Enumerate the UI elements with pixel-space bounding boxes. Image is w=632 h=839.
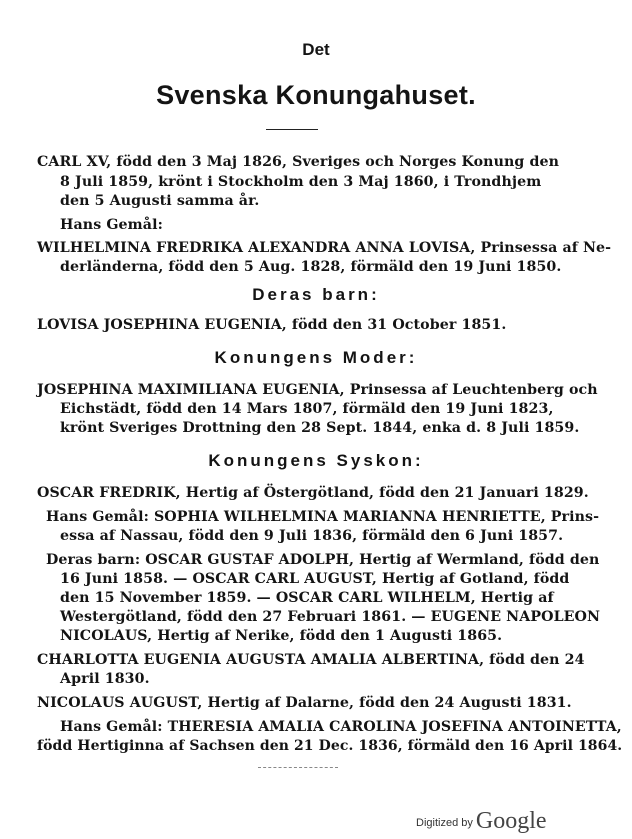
text-line: Eichstädt, född den 14 Mars 1807, förmäld den 19 Juni 1823, xyxy=(60,401,554,417)
page-supertitle: Det xyxy=(302,40,330,59)
text-line: LOVISA JOSEPHINA EUGENIA, född den 31 October 1851. xyxy=(37,317,507,333)
title-divider xyxy=(266,129,318,130)
text-line: den 15 November 1859. — OSCAR CARL WILHELM, Hertig af xyxy=(60,590,554,606)
text-line: Hans Gemål: xyxy=(60,217,163,233)
end-divider xyxy=(258,767,338,768)
text-line: krönt Sveriges Drottning den 28 Sept. 1844, enka d. 8 Juli 1859. xyxy=(60,420,580,436)
text-line: den 5 Augusti samma år. xyxy=(60,193,260,209)
text-line: Deras barn: OSCAR GUSTAF ADOLPH, Hertig af Wermland, född den xyxy=(46,552,600,568)
text-line: WILHELMINA FREDRIKA ALEXANDRA ANNA LOVISA, Prinsessa af Ne- xyxy=(37,240,612,256)
google-logo: Google xyxy=(475,808,547,834)
text-line: April 1830. xyxy=(60,671,150,687)
digitization-credit xyxy=(416,808,547,835)
text-line: född Hertiginna af Sachsen den 21 Dec. 1836, förmäld den 16 April 1864. xyxy=(37,738,623,754)
text-line: OSCAR FREDRIK, Hertig af Östergötland, född den 21 Januari 1829. xyxy=(37,485,589,501)
section-heading-children: Deras barn: xyxy=(252,285,380,304)
section-heading-mother: Konungens Moder: xyxy=(214,348,418,367)
credit-label: Digitized by xyxy=(416,817,473,829)
text-line: Hans Gemål: THERESIA AMALIA CAROLINA JOSEFINA ANTOINETTA, xyxy=(60,719,622,735)
text-line: 16 Juni 1858. — OSCAR CARL AUGUST, Hertig af Gotland, född xyxy=(60,571,570,587)
text-line: Hans Gemål: SOPHIA WILHELMINA MARIANNA HENRIETTE, Prins- xyxy=(46,509,600,525)
text-line: JOSEPHINA MAXIMILIANA EUGENIA, Prinsessa af Leuchtenberg och xyxy=(37,382,598,398)
text-line: CARL XV, född den 3 Maj 1826, Sveriges och Norges Konung den xyxy=(37,154,560,170)
text-line: NICOLAUS, Hertig af Nerike, född den 1 Augusti 1865. xyxy=(60,628,503,644)
text-line: derländerna, född den 5 Aug. 1828, förmäld den 19 Juni 1850. xyxy=(60,259,562,275)
text-line: 8 Juli 1859, krönt i Stockholm den 3 Maj 1860, i Trondhjem xyxy=(60,174,542,190)
page-title: Svenska Konungahuset. xyxy=(156,80,476,110)
section-heading-siblings: Konungens Syskon: xyxy=(208,451,424,470)
text-line: Westergötland, född den 27 Februari 1861. — EUGENE NAPOLEON xyxy=(60,609,601,625)
text-line: NICOLAUS AUGUST, Hertig af Dalarne, född den 24 Augusti 1831. xyxy=(37,695,572,711)
text-line: CHARLOTTA EUGENIA AUGUSTA AMALIA ALBERTINA, född den 24 xyxy=(37,652,585,668)
text-line: essa af Nassau, född den 9 Juli 1836, förmäld den 6 Juni 1857. xyxy=(60,528,564,544)
